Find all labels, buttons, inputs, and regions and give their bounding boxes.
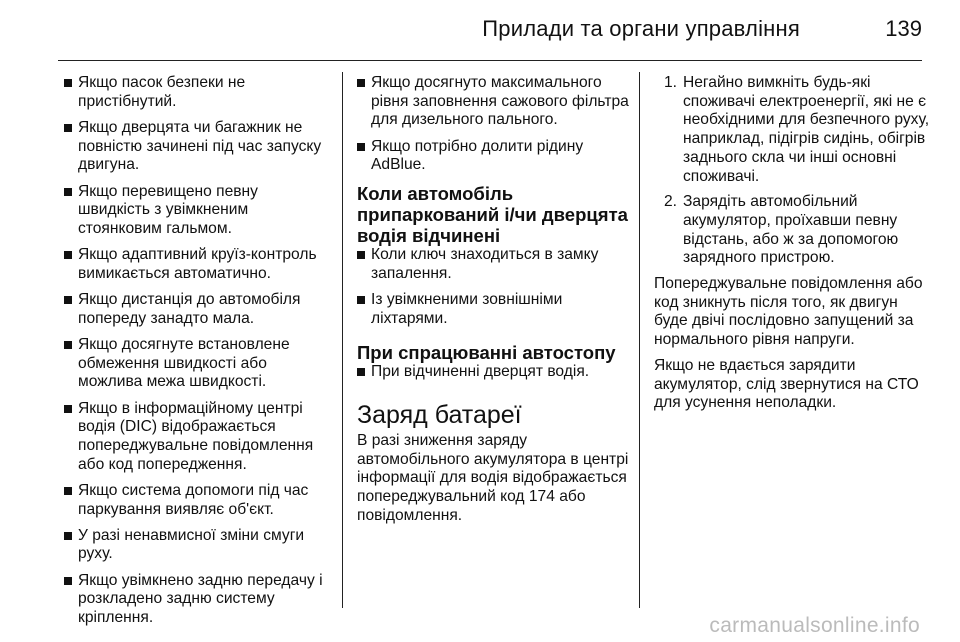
list-item: Якщо пасок безпеки не пристібнутий. xyxy=(64,74,330,111)
subheading-autostop: При спрацюванні автостопу xyxy=(357,342,616,364)
list-item: Якщо увімкнено задню передачу і розкладено задню систему кріплення. xyxy=(64,572,330,628)
autostop-conditions-list xyxy=(357,363,637,382)
column-divider-left xyxy=(342,72,343,608)
section-title-battery: Заряд батареї xyxy=(357,401,522,430)
header-divider xyxy=(58,60,922,61)
paragraph-service: Якщо не вдається зарядити акумулятор, слід звернутися на СТО для усунення неполадки. xyxy=(654,356,919,412)
list-item: Якщо система допомоги під час паркування виявляє об'єкт. xyxy=(64,482,330,519)
column-1 xyxy=(64,74,330,635)
page-number: 139 xyxy=(885,16,922,41)
step-text: Зарядіть автомобільний акумулятор, проїхавши певну відстань, або ж за допомогою зарядного пристрою. xyxy=(683,193,899,267)
list-item: Якщо в інформаційному центрі водія (DIC) відображається попереджувальне повідомлення або код попередження. xyxy=(64,400,330,475)
subheading-parked: Коли автомобіль припаркований і/чи дверцята водія відчинені xyxy=(357,183,628,247)
warning-conditions-list-cont xyxy=(357,74,637,175)
step-text: Негайно вимкніть будь-які споживачі електроенергії, які не є необхідними для безпечного руху, наприклад, підігрів сидінь, обігрів заднього скла чи інші основні споживачі. xyxy=(683,74,930,185)
list-item: Якщо перевищено певну швидкість з увімкненим стоянковим гальмом. xyxy=(64,183,330,239)
list-item: Якщо дверцята чи багажник не повністю зачинені під час запуску двигуна. xyxy=(64,119,330,175)
paragraph-message-clears: Попереджувальне повідомлення або код зникнуть після того, як двигун буде двічі послідовно запущений за нормального рівня напруги. xyxy=(654,275,923,349)
column-divider-right xyxy=(639,72,640,608)
battery-paragraph: В разі зниження заряду автомобільного акумулятора в центрі інформації для водія відображається попереджувальний код 174 або повідомлення. xyxy=(357,432,629,524)
page-header-title: Прилади та органи управління xyxy=(482,16,800,41)
list-item: Якщо потрібно долити рідину AdBlue. xyxy=(357,138,637,175)
step-number: 2. xyxy=(664,193,678,211)
step-number: 1. xyxy=(664,74,678,91)
parked-conditions-list xyxy=(357,246,637,328)
list-item xyxy=(654,74,934,186)
list-item: Якщо дистанція до автомобіля попереду занадто мала. xyxy=(64,291,330,328)
column-2 xyxy=(357,74,637,533)
list-item: Якщо адаптивний круїз-контроль вимикається автоматично. xyxy=(64,246,330,283)
warning-conditions-list xyxy=(64,74,330,628)
list-item: Якщо досягнуте встановлене обмеження швидкості або можлива межа швидкості. xyxy=(64,336,330,392)
list-item: Якщо досягнуто максимального рівня заповнення сажового фільтра для дизельного пального. xyxy=(357,74,637,130)
list-item: При відчиненні дверцят водія. xyxy=(357,363,637,382)
list-item: Із увімкненими зовнішніми ліхтарями. xyxy=(357,291,637,328)
battery-steps-list xyxy=(654,74,934,268)
list-item: У разі ненавмисної зміни смуги руху. xyxy=(64,527,330,564)
column-3 xyxy=(654,74,934,420)
list-item xyxy=(654,193,934,268)
list-item: Коли ключ знаходиться в замку запалення. xyxy=(357,246,637,283)
watermark-text: carmanualsonline.info xyxy=(709,614,920,637)
